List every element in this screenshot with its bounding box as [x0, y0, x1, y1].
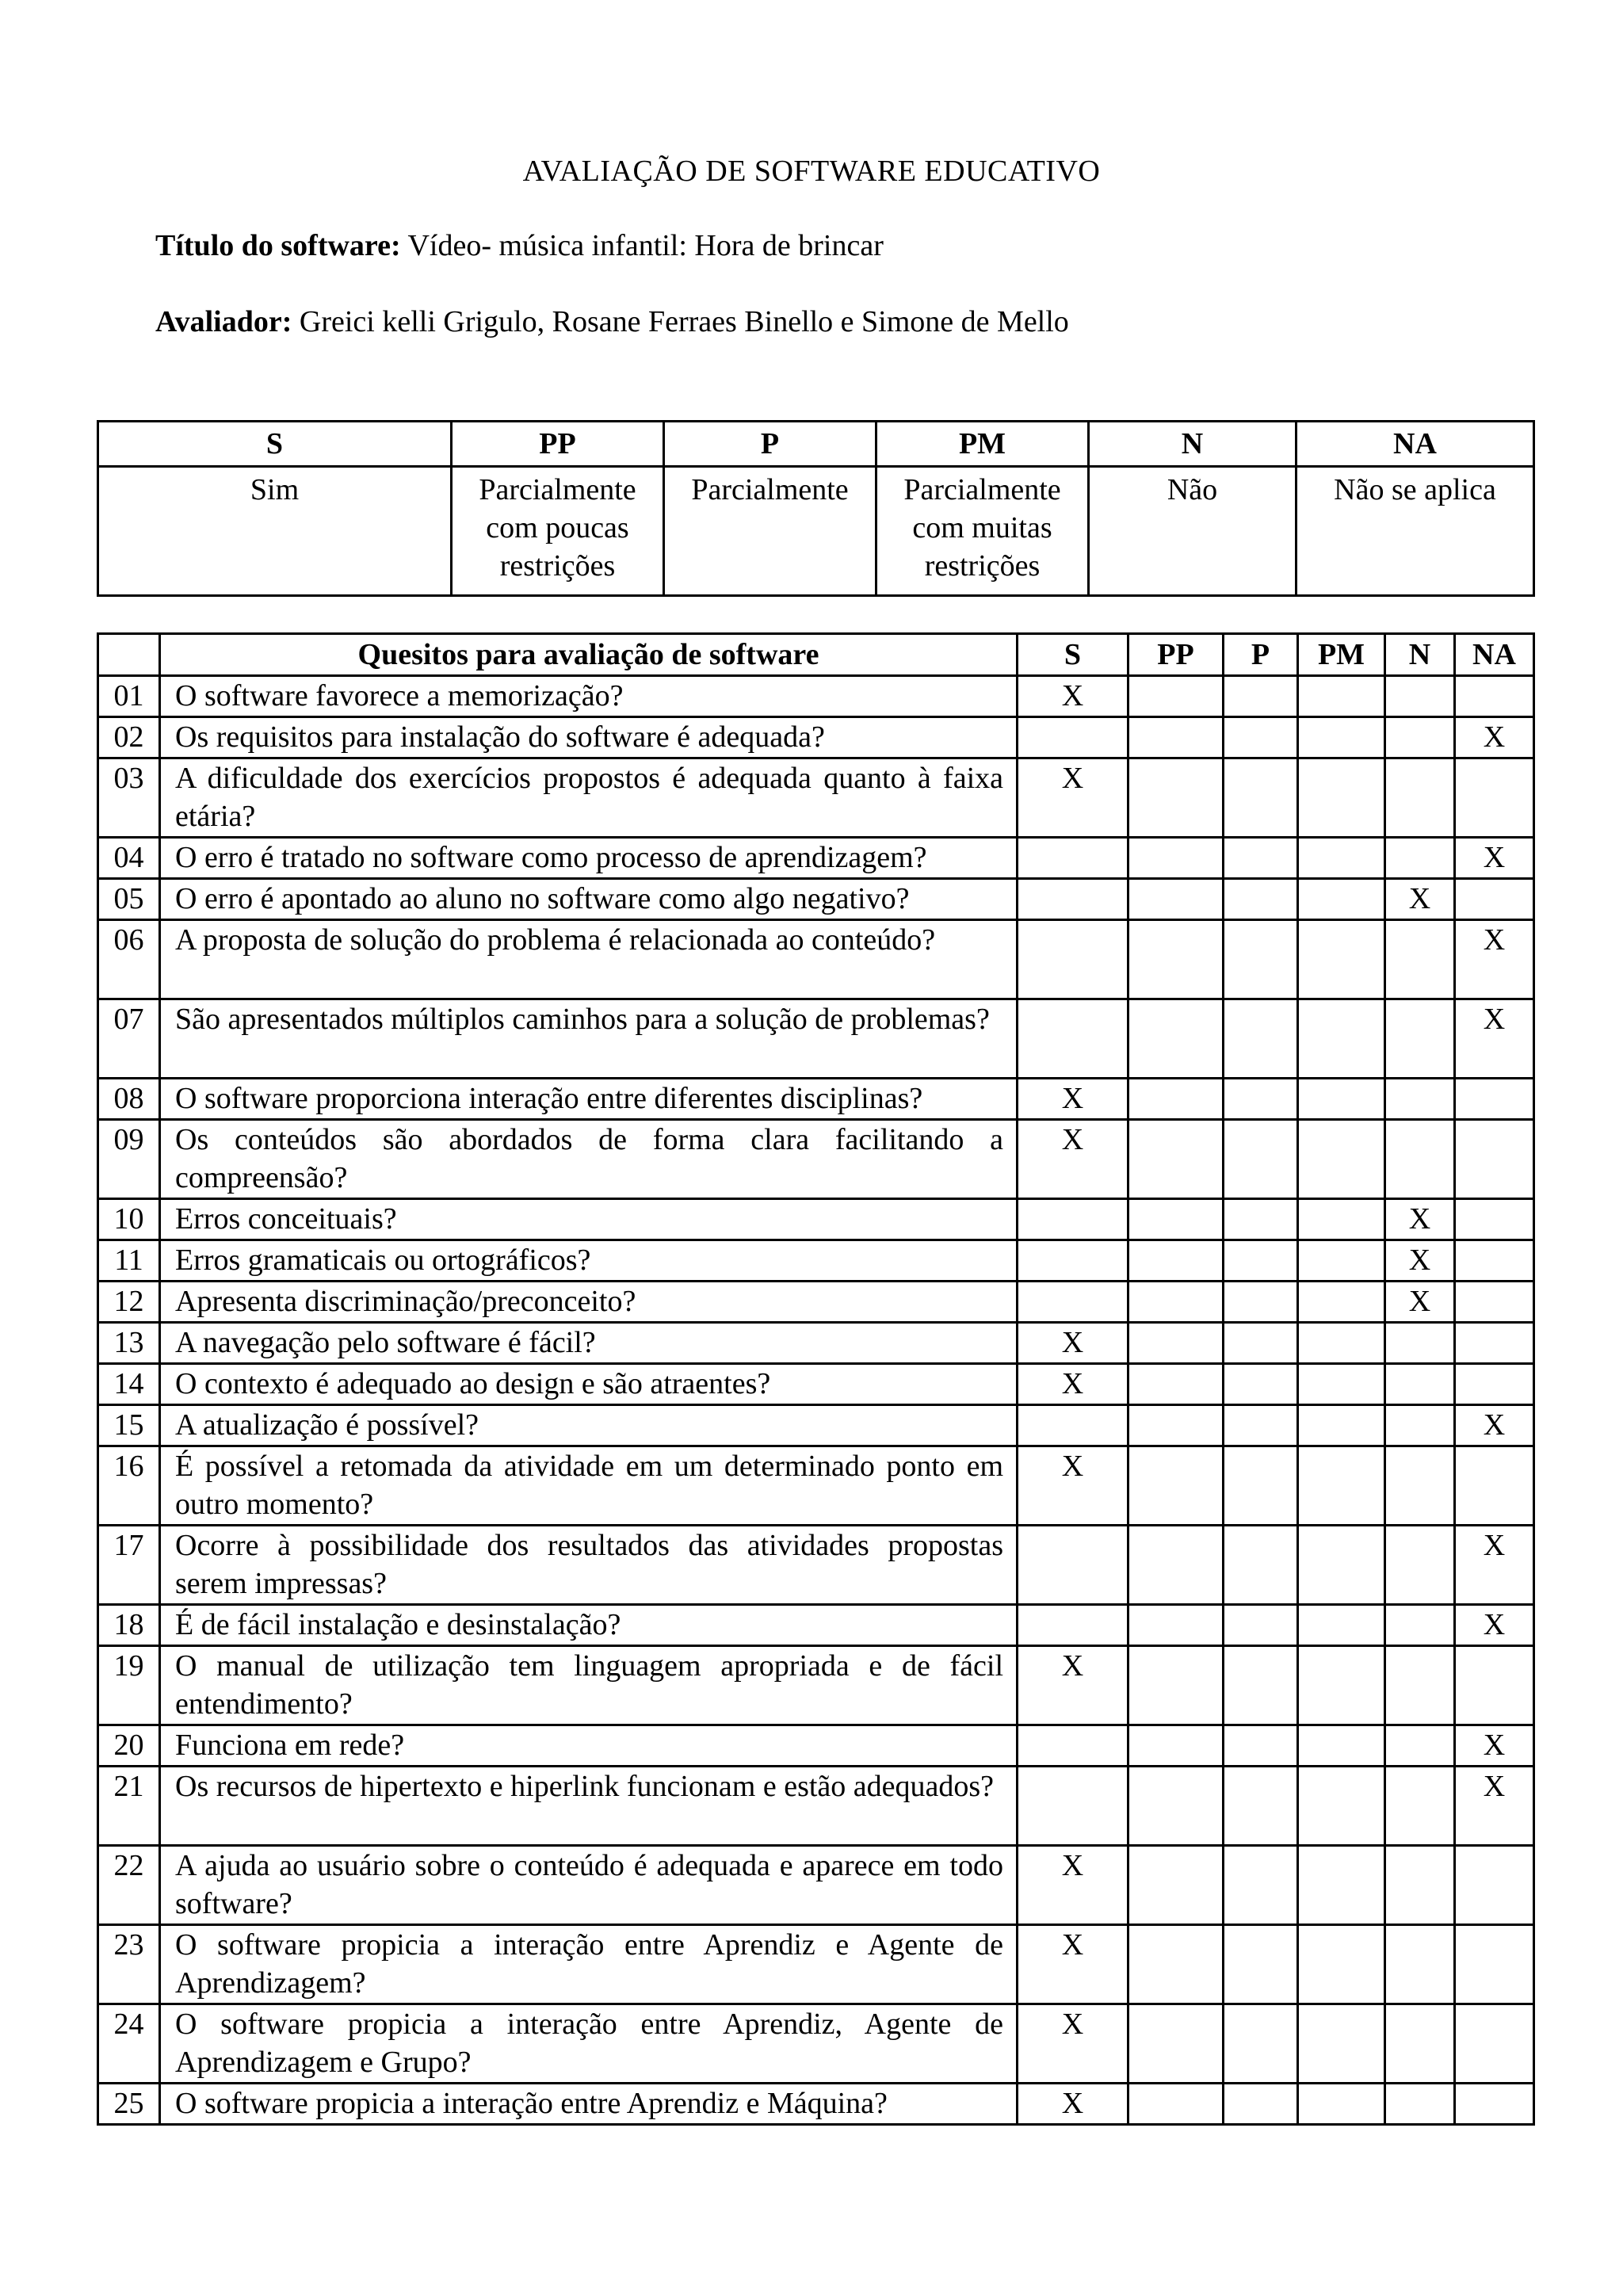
rating-cell-p — [1224, 1925, 1298, 2004]
rating-cell-pp — [1128, 1079, 1224, 1120]
rating-cell-n — [1385, 1725, 1455, 1767]
rating-cell-pm — [1298, 676, 1385, 717]
rating-cell-s — [1018, 1605, 1128, 1646]
criteria-row — [98, 1282, 1534, 1323]
criteria-number: 23 — [98, 1925, 160, 2004]
rating-cell-s — [1018, 1767, 1128, 1846]
rating-cell-n — [1385, 758, 1455, 838]
rating-cell-p — [1224, 1199, 1298, 1240]
criteria-row — [98, 1364, 1534, 1405]
rating-cell-n — [1385, 676, 1455, 717]
rating-cell-na — [1455, 1120, 1534, 1199]
rating-cell-na: X — [1455, 1725, 1534, 1767]
rating-cell-s — [1018, 879, 1128, 920]
rating-cell-pp — [1128, 1199, 1224, 1240]
rating-cell-na — [1455, 1079, 1534, 1120]
rating-cell-p — [1224, 1646, 1298, 1725]
criteria-number: 08 — [98, 1079, 160, 1120]
rating-cell-na — [1455, 1199, 1534, 1240]
rating-cell-pp — [1128, 717, 1224, 758]
criteria-row — [98, 1446, 1534, 1526]
rating-cell-pm — [1298, 1526, 1385, 1605]
criteria-row — [98, 1725, 1534, 1767]
rating-cell-pp — [1128, 999, 1224, 1079]
criteria-question: Erros gramaticais ou ortográficos? — [160, 1240, 1018, 1282]
criteria-question: O erro é tratado no software como processo de aprendizagem? — [160, 838, 1018, 879]
rating-cell-p — [1224, 920, 1298, 999]
rating-cell-na — [1455, 1364, 1534, 1405]
rating-cell-p — [1224, 2004, 1298, 2084]
rating-cell-pp — [1128, 1240, 1224, 1282]
rating-cell-na: X — [1455, 1526, 1534, 1605]
criteria-row — [98, 1323, 1534, 1364]
rating-cell-pm — [1298, 1079, 1385, 1120]
rating-cell-p — [1224, 1405, 1298, 1446]
rating-cell-n: X — [1385, 1240, 1455, 1282]
criteria-question: A ajuda ao usuário sobre o conteúdo é adequada e aparece em todo software? — [160, 1846, 1018, 1925]
column-header-pm: PM — [1298, 634, 1385, 676]
rating-cell-s — [1018, 1725, 1128, 1767]
criteria-question: O manual de utilização tem linguagem apropriada e de fácil entendimento? — [160, 1646, 1018, 1725]
rating-cell-n — [1385, 1405, 1455, 1446]
rating-cell-pm — [1298, 1282, 1385, 1323]
rating-cell-n — [1385, 1526, 1455, 1605]
rating-cell-p — [1224, 1120, 1298, 1199]
rating-cell-pp — [1128, 1364, 1224, 1405]
legend-description: Parcialmente com muitas restrições — [876, 467, 1089, 596]
rating-cell-p — [1224, 2084, 1298, 2125]
rating-cell-p — [1224, 838, 1298, 879]
rating-cell-pp — [1128, 838, 1224, 879]
criteria-row — [98, 1925, 1534, 2004]
criteria-number: 02 — [98, 717, 160, 758]
criteria-question: São apresentados múltiplos caminhos para a solução de problemas? — [160, 999, 1018, 1079]
rating-cell-s: X — [1018, 1364, 1128, 1405]
criteria-number: 16 — [98, 1446, 160, 1526]
column-header-n: N — [1385, 634, 1455, 676]
criteria-number: 24 — [98, 2004, 160, 2084]
criteria-row — [98, 1846, 1534, 1925]
criteria-question: Ocorre à possibilidade dos resultados das atividades propostas serem impressas? — [160, 1526, 1018, 1605]
column-header-s: S — [1018, 634, 1128, 676]
rating-cell-p — [1224, 717, 1298, 758]
evaluator-value: Greici kelli Grigulo, Rosane Ferraes Binello e Simone de Mello — [299, 305, 1069, 338]
criteria-header: Quesitos para avaliação de software — [160, 634, 1018, 676]
criteria-question: Os requisitos para instalação do software é adequada? — [160, 717, 1018, 758]
rating-cell-p — [1224, 999, 1298, 1079]
rating-cell-s: X — [1018, 676, 1128, 717]
rating-cell-pm — [1298, 1646, 1385, 1725]
rating-cell-pp — [1128, 1605, 1224, 1646]
rating-cell-p — [1224, 1767, 1298, 1846]
rating-cell-p — [1224, 1364, 1298, 1405]
criteria-number: 17 — [98, 1526, 160, 1605]
rating-cell-s — [1018, 1240, 1128, 1282]
legend-code: S — [98, 422, 452, 467]
criteria-number: 07 — [98, 999, 160, 1079]
criteria-number: 06 — [98, 920, 160, 999]
rating-cell-pm — [1298, 1364, 1385, 1405]
rating-cell-pm — [1298, 717, 1385, 758]
criteria-row — [98, 1199, 1534, 1240]
criteria-number: 09 — [98, 1120, 160, 1199]
rating-cell-pm — [1298, 1446, 1385, 1526]
rating-cell-pp — [1128, 1846, 1224, 1925]
rating-cell-pm — [1298, 1323, 1385, 1364]
rating-cell-pp — [1128, 1646, 1224, 1725]
rating-cell-s: X — [1018, 2084, 1128, 2125]
criteria-row — [98, 1605, 1534, 1646]
rating-cell-pm — [1298, 758, 1385, 838]
rating-cell-na — [1455, 1282, 1534, 1323]
criteria-row — [98, 1120, 1534, 1199]
legend-description: Não — [1089, 467, 1296, 596]
legend-description: Não se aplica — [1296, 467, 1534, 596]
number-header — [98, 634, 160, 676]
rating-cell-n: X — [1385, 879, 1455, 920]
criteria-question: O erro é apontado ao aluno no software como algo negativo? — [160, 879, 1018, 920]
rating-cell-na — [1455, 1646, 1534, 1725]
rating-cell-pp — [1128, 1725, 1224, 1767]
rating-cell-pp — [1128, 1925, 1224, 2004]
rating-cell-pm — [1298, 1120, 1385, 1199]
rating-cell-n — [1385, 1646, 1455, 1725]
criteria-number: 04 — [98, 838, 160, 879]
criteria-number: 13 — [98, 1323, 160, 1364]
rating-cell-pp — [1128, 758, 1224, 838]
rating-cell-na — [1455, 1323, 1534, 1364]
rating-cell-s: X — [1018, 758, 1128, 838]
column-header-na: NA — [1455, 634, 1534, 676]
rating-cell-p — [1224, 1446, 1298, 1526]
criteria-number: 14 — [98, 1364, 160, 1405]
criteria-question: A navegação pelo software é fácil? — [160, 1323, 1018, 1364]
rating-cell-pp — [1128, 1120, 1224, 1199]
criteria-row — [98, 676, 1534, 717]
legend-code: PP — [452, 422, 664, 467]
rating-cell-s: X — [1018, 1446, 1128, 1526]
rating-cell-pm — [1298, 1725, 1385, 1767]
rating-cell-n: X — [1385, 1282, 1455, 1323]
criteria-question: O contexto é adequado ao design e são atraentes? — [160, 1364, 1018, 1405]
rating-cell-na — [1455, 1925, 1534, 2004]
rating-cell-n: X — [1385, 1199, 1455, 1240]
criteria-question: O software favorece a memorização? — [160, 676, 1018, 717]
rating-cell-na — [1455, 676, 1534, 717]
criteria-body — [98, 676, 1534, 2125]
legend-description: Sim — [98, 467, 452, 596]
rating-cell-pm — [1298, 920, 1385, 999]
rating-cell-s — [1018, 1526, 1128, 1605]
criteria-row — [98, 879, 1534, 920]
criteria-number: 21 — [98, 1767, 160, 1846]
criteria-number: 19 — [98, 1646, 160, 1725]
criteria-header-row — [98, 634, 1534, 676]
rating-cell-pm — [1298, 1767, 1385, 1846]
rating-cell-na — [1455, 1846, 1534, 1925]
rating-cell-p — [1224, 1526, 1298, 1605]
legend-code: PM — [876, 422, 1089, 467]
criteria-question: O software propicia a interação entre Aprendiz e Máquina? — [160, 2084, 1018, 2125]
rating-cell-na: X — [1455, 838, 1534, 879]
criteria-row — [98, 2004, 1534, 2084]
rating-cell-pp — [1128, 1526, 1224, 1605]
rating-cell-na — [1455, 2004, 1534, 2084]
rating-cell-pp — [1128, 1282, 1224, 1323]
rating-cell-n — [1385, 1846, 1455, 1925]
rating-cell-p — [1224, 676, 1298, 717]
criteria-number: 11 — [98, 1240, 160, 1282]
rating-cell-n — [1385, 838, 1455, 879]
criteria-row — [98, 999, 1534, 1079]
rating-cell-na — [1455, 879, 1534, 920]
rating-cell-n — [1385, 1323, 1455, 1364]
rating-cell-n — [1385, 2084, 1455, 2125]
rating-cell-pp — [1128, 2084, 1224, 2125]
criteria-question: Funciona em rede? — [160, 1725, 1018, 1767]
rating-cell-n — [1385, 2004, 1455, 2084]
rating-cell-s — [1018, 717, 1128, 758]
criteria-question: O software propicia a interação entre Aprendiz e Agente de Aprendizagem? — [160, 1925, 1018, 2004]
rating-cell-na: X — [1455, 999, 1534, 1079]
criteria-row — [98, 717, 1534, 758]
criteria-row — [98, 1079, 1534, 1120]
rating-cell-n — [1385, 999, 1455, 1079]
rating-cell-n — [1385, 1925, 1455, 2004]
rating-cell-s: X — [1018, 2004, 1128, 2084]
rating-cell-s — [1018, 1199, 1128, 1240]
criteria-question: É possível a retomada da atividade em um determinado ponto em outro momento? — [160, 1446, 1018, 1526]
criteria-question: O software propicia a interação entre Aprendiz, Agente de Aprendizagem e Grupo? — [160, 2004, 1018, 2084]
rating-cell-n — [1385, 1767, 1455, 1846]
criteria-question: Erros conceituais? — [160, 1199, 1018, 1240]
rating-cell-p — [1224, 1846, 1298, 1925]
rating-cell-s — [1018, 920, 1128, 999]
criteria-table — [97, 632, 1535, 2126]
rating-cell-n — [1385, 717, 1455, 758]
criteria-question: Os recursos de hipertexto e hiperlink funcionam e estão adequados? — [160, 1767, 1018, 1846]
rating-cell-pp — [1128, 920, 1224, 999]
criteria-row — [98, 838, 1534, 879]
rating-cell-na — [1455, 1446, 1534, 1526]
criteria-row — [98, 1767, 1534, 1846]
rating-cell-s — [1018, 838, 1128, 879]
evaluator-line — [155, 304, 1069, 339]
criteria-row — [98, 2084, 1534, 2125]
criteria-number: 20 — [98, 1725, 160, 1767]
rating-cell-na — [1455, 758, 1534, 838]
rating-cell-na: X — [1455, 1405, 1534, 1446]
rating-cell-p — [1224, 1240, 1298, 1282]
rating-cell-pp — [1128, 879, 1224, 920]
rating-cell-s: X — [1018, 1079, 1128, 1120]
rating-cell-pm — [1298, 1605, 1385, 1646]
column-header-p: P — [1224, 634, 1298, 676]
legend-table — [97, 420, 1535, 597]
rating-cell-p — [1224, 1725, 1298, 1767]
rating-cell-n — [1385, 1120, 1455, 1199]
criteria-question: A dificuldade dos exercícios propostos é adequada quanto à faixa etária? — [160, 758, 1018, 838]
evaluator-label: Avaliador: — [155, 305, 292, 338]
rating-cell-p — [1224, 1079, 1298, 1120]
rating-cell-p — [1224, 879, 1298, 920]
criteria-number: 12 — [98, 1282, 160, 1323]
rating-cell-s: X — [1018, 1323, 1128, 1364]
rating-cell-s — [1018, 1282, 1128, 1323]
software-title-value: Vídeo- música infantil: Hora de brincar — [407, 229, 884, 262]
legend-code: P — [664, 422, 876, 467]
criteria-question: O software proporciona interação entre diferentes disciplinas? — [160, 1079, 1018, 1120]
rating-cell-na — [1455, 2084, 1534, 2125]
rating-cell-pm — [1298, 879, 1385, 920]
document-title: AVALIAÇÃO DE SOFTWARE EDUCATIVO — [522, 155, 1101, 188]
criteria-question: Os conteúdos são abordados de forma clara facilitando a compreensão? — [160, 1120, 1018, 1199]
rating-cell-s: X — [1018, 1846, 1128, 1925]
criteria-row — [98, 1405, 1534, 1446]
rating-cell-n — [1385, 1079, 1455, 1120]
criteria-row — [98, 1240, 1534, 1282]
criteria-row — [98, 758, 1534, 838]
rating-cell-s — [1018, 1405, 1128, 1446]
rating-cell-s: X — [1018, 1120, 1128, 1199]
rating-cell-na: X — [1455, 1767, 1534, 1846]
rating-cell-n — [1385, 1364, 1455, 1405]
rating-cell-pm — [1298, 1199, 1385, 1240]
criteria-question: É de fácil instalação e desinstalação? — [160, 1605, 1018, 1646]
rating-cell-n — [1385, 920, 1455, 999]
rating-cell-p — [1224, 1605, 1298, 1646]
rating-cell-pp — [1128, 1446, 1224, 1526]
rating-cell-na: X — [1455, 920, 1534, 999]
criteria-number: 03 — [98, 758, 160, 838]
rating-cell-pm — [1298, 1925, 1385, 2004]
rating-cell-pm — [1298, 1405, 1385, 1446]
legend-code: N — [1089, 422, 1296, 467]
rating-cell-p — [1224, 758, 1298, 838]
criteria-question: A proposta de solução do problema é relacionada ao conteúdo? — [160, 920, 1018, 999]
rating-cell-p — [1224, 1323, 1298, 1364]
rating-cell-pm — [1298, 1240, 1385, 1282]
column-header-pp: PP — [1128, 634, 1224, 676]
software-title-line — [155, 228, 884, 263]
legend-code: NA — [1296, 422, 1534, 467]
rating-cell-na: X — [1455, 1605, 1534, 1646]
criteria-row — [98, 1526, 1534, 1605]
legend-description-row — [98, 467, 1534, 596]
rating-cell-s: X — [1018, 1646, 1128, 1725]
legend-description: Parcialmente — [664, 467, 876, 596]
criteria-number: 25 — [98, 2084, 160, 2125]
rating-cell-s: X — [1018, 1925, 1128, 2004]
criteria-question: A atualização é possível? — [160, 1405, 1018, 1446]
rating-cell-na: X — [1455, 717, 1534, 758]
rating-cell-pp — [1128, 1323, 1224, 1364]
legend-description: Parcialmente com poucas restrições — [452, 467, 664, 596]
rating-cell-pm — [1298, 999, 1385, 1079]
rating-cell-pp — [1128, 676, 1224, 717]
rating-cell-n — [1385, 1605, 1455, 1646]
criteria-row — [98, 920, 1534, 999]
rating-cell-pm — [1298, 2084, 1385, 2125]
rating-cell-pp — [1128, 1405, 1224, 1446]
rating-cell-pm — [1298, 838, 1385, 879]
rating-cell-pp — [1128, 2004, 1224, 2084]
rating-cell-n — [1385, 1446, 1455, 1526]
criteria-question: Apresenta discriminação/preconceito? — [160, 1282, 1018, 1323]
rating-cell-pm — [1298, 1846, 1385, 1925]
criteria-number: 18 — [98, 1605, 160, 1646]
criteria-row — [98, 1646, 1534, 1725]
criteria-number: 05 — [98, 879, 160, 920]
rating-cell-pm — [1298, 2004, 1385, 2084]
legend-code-row — [98, 422, 1534, 467]
criteria-number: 10 — [98, 1199, 160, 1240]
rating-cell-pp — [1128, 1767, 1224, 1846]
rating-cell-s — [1018, 999, 1128, 1079]
criteria-number: 01 — [98, 676, 160, 717]
software-title-label: Título do software: — [155, 229, 401, 262]
criteria-number: 22 — [98, 1846, 160, 1925]
rating-cell-p — [1224, 1282, 1298, 1323]
criteria-number: 15 — [98, 1405, 160, 1446]
rating-cell-na — [1455, 1240, 1534, 1282]
